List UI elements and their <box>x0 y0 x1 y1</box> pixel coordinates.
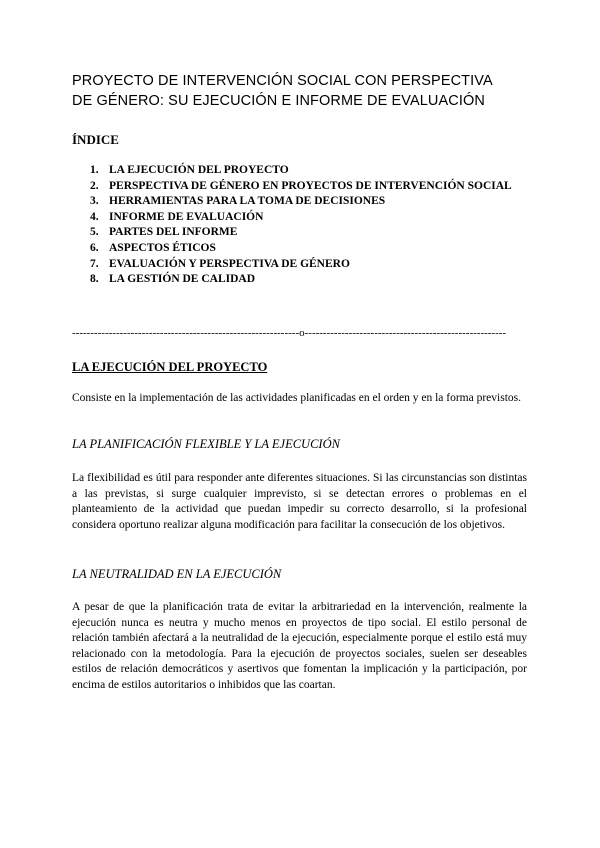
toc-text: ASPECTOS ÉTICOS <box>109 241 216 254</box>
toc-text: PERSPECTIVA DE GÉNERO EN PROYECTOS DE INTERVENCIÓN SOCIAL <box>109 179 512 192</box>
toc-number: 8. <box>90 273 99 286</box>
toc-number: 5. <box>90 226 99 239</box>
toc-item-4 <box>90 210 530 226</box>
index-heading: ÍNDICE <box>72 132 119 147</box>
title-line-2: DE GÉNERO: SU EJECUCIÓN E INFORME DE EVALUACIÓN <box>72 93 485 109</box>
section-divider: --------------------------------------------------------------o------------------------------------------------------- <box>72 327 507 339</box>
toc-item-2 <box>90 179 530 195</box>
toc-item-6 <box>90 241 530 257</box>
toc-number: 3. <box>90 195 99 208</box>
toc-number: 2. <box>90 179 99 192</box>
document-title <box>72 71 542 111</box>
toc-item-1 <box>90 163 530 179</box>
section-heading: LA EJECUCIÓN DEL PROYECTO <box>72 360 268 374</box>
toc-text: PARTES DEL INFORME <box>109 226 238 239</box>
toc-item-3 <box>90 194 530 210</box>
toc-number: 1. <box>90 164 99 176</box>
table-of-contents <box>90 163 530 288</box>
paragraph-planificacion: La flexibilidad es útil para responder ante diferentes situaciones. Si las circunstancias son distintas a las previstas, si surge cualquier imprevisto, si se detectan errores o problemas en el planteamiento de la actividad que puedan impedir su correcto desarrollo, si la profesional considera oportuno realizar alguna modificación para facilitar la consecución de los objetivos. <box>72 472 527 531</box>
toc-text: LA EJECUCIÓN DEL PROYECTO <box>109 164 289 176</box>
toc-text: EVALUACIÓN Y PERSPECTIVA DE GÉNERO <box>109 257 350 270</box>
toc-item-8 <box>90 272 530 288</box>
toc-text: HERRAMIENTAS PARA LA TOMA DE DECISIONES <box>109 195 386 208</box>
toc-number: 4. <box>90 210 99 223</box>
toc-text: LA GESTIÓN DE CALIDAD <box>109 273 256 286</box>
toc-number: 6. <box>90 241 99 254</box>
title-line-1: PROYECTO DE INTERVENCIÓN SOCIAL CON PERSPECTIVA <box>72 73 493 89</box>
intro-paragraph: Consiste en la implementación de las actividades planificadas en el orden y en la forma previstos. <box>72 392 521 404</box>
toc-number: 7. <box>90 257 99 270</box>
toc-item-7 <box>90 257 530 273</box>
toc-item-5 <box>90 225 530 241</box>
toc-text: INFORME DE EVALUACIÓN <box>109 210 264 223</box>
subsection-heading-neutralidad: LA NEUTRALIDAD EN LA EJECUCIÓN <box>72 567 282 581</box>
paragraph-neutralidad: A pesar de que la planificación trata de evitar la arbitrariedad en la intervención, realmente la ejecución nunca es neutra y mucho menos en proyectos de tipo social. El estilo personal de relación también afectará a la neutralidad de la ejecución, especialmente porque el estilo está muy relacionado con la metodología. Para la ejecución de proyectos sociales, suelen ser deseables estilos de relación democráticos y asertivos que fomentan la implicación y la participación, por encima de estilos autoritarios o inhibidos que las coartan. <box>72 601 527 691</box>
subsection-heading-planificacion: LA PLANIFICACIÓN FLEXIBLE Y LA EJECUCIÓN <box>72 437 340 451</box>
